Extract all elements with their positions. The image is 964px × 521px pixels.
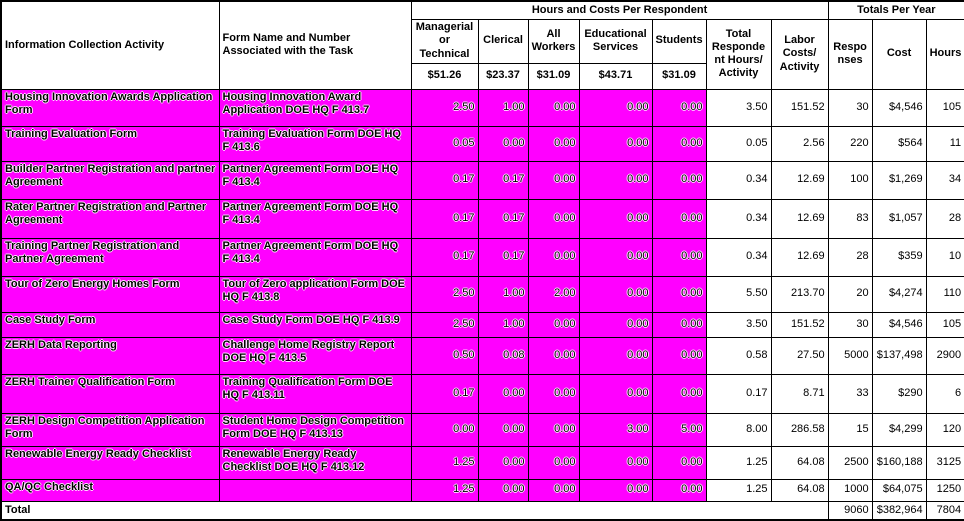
students-hours-cell: 0.00 [652,161,706,199]
total-respondent-hours-cell: 5.50 [706,276,771,312]
labor-cost-cell: 64.08 [771,446,828,479]
students-hours-cell: 0.00 [652,374,706,413]
cost-cell: $137,498 [872,337,926,374]
students-hours-cell: 0.00 [652,238,706,276]
table-body [1,89,964,501]
responses-cell: 83 [828,199,872,238]
clerical-hours-cell: 1.00 [478,312,528,337]
cost-cell: $1,269 [872,161,926,199]
educational-hours-cell: 0.00 [579,126,652,161]
col-header-activity: Information Collection Activity [1,1,219,89]
total-respondent-hours-cell: 0.17 [706,374,771,413]
rate-managerial: $51.26 [411,63,478,89]
total-label: Total [1,501,828,520]
col-header-responses: Responses [828,19,872,89]
educational-hours-cell: 0.00 [579,479,652,501]
col-header-managerial: Managerial or Technical [411,19,478,63]
responses-cell: 15 [828,413,872,446]
year-hours-cell: 105 [926,312,964,337]
labor-cost-cell: 12.69 [771,238,828,276]
labor-cost-cell: 286.58 [771,413,828,446]
activity-cell: Training Partner Registration and Partner Agreement [1,238,219,276]
cost-cell: $359 [872,238,926,276]
clerical-hours-cell: 0.00 [478,126,528,161]
rate-clerical: $23.37 [478,63,528,89]
total-hours: 7804 [926,501,964,520]
labor-cost-cell: 2.56 [771,126,828,161]
all-workers-hours-cell: 2.00 [528,276,579,312]
form-cell: Training Evaluation Form DOE HQ F 413.6 [219,126,411,161]
responses-cell: 28 [828,238,872,276]
col-header-form: Form Name and Number Associated with the Task [219,1,411,89]
responses-cell: 5000 [828,337,872,374]
clerical-hours-cell: 0.00 [478,374,528,413]
year-hours-cell: 6 [926,374,964,413]
table-row [1,312,964,337]
table-row [1,89,964,126]
responses-cell: 30 [828,312,872,337]
form-cell [219,479,411,501]
total-respondent-hours-cell: 0.34 [706,199,771,238]
form-cell: Housing Innovation Award Application DOE HQ F 413.7 [219,89,411,126]
activity-cell: Training Evaluation Form [1,126,219,161]
managerial-hours-cell: 0.17 [411,161,478,199]
managerial-hours-cell: 2.50 [411,89,478,126]
table-header [1,1,964,89]
educational-hours-cell: 0.00 [579,374,652,413]
students-hours-cell: 0.00 [652,479,706,501]
form-cell: Partner Agreement Form DOE HQ F 413.4 [219,238,411,276]
year-hours-cell: 2900 [926,337,964,374]
col-header-labor-costs: Labor Costs/ Activity [771,19,828,89]
managerial-hours-cell: 0.05 [411,126,478,161]
students-hours-cell: 5.00 [652,413,706,446]
activity-cell: Builder Partner Registration and partner Agreement [1,161,219,199]
form-cell: Training Qualification Form DOE HQ F 413.11 [219,374,411,413]
form-cell: Case Study Form DOE HQ F 413.9 [219,312,411,337]
managerial-hours-cell: 1.25 [411,479,478,501]
activity-cell: ZERH Data Reporting [1,337,219,374]
responses-cell: 20 [828,276,872,312]
labor-cost-cell: 151.52 [771,312,828,337]
rate-educational-services: $43.71 [579,63,652,89]
cost-cell: $64,075 [872,479,926,501]
all-workers-hours-cell: 0.00 [528,479,579,501]
students-hours-cell: 0.00 [652,126,706,161]
year-hours-cell: 1250 [926,479,964,501]
activity-cell: Tour of Zero Energy Homes Form [1,276,219,312]
educational-hours-cell: 0.00 [579,276,652,312]
table-row [1,337,964,374]
rate-all-workers: $31.09 [528,63,579,89]
all-workers-hours-cell: 0.00 [528,413,579,446]
clerical-hours-cell: 0.08 [478,337,528,374]
educational-hours-cell: 0.00 [579,312,652,337]
col-header-hours: Hours [926,19,964,89]
students-hours-cell: 0.00 [652,89,706,126]
labor-cost-cell: 12.69 [771,199,828,238]
activity-cell: ZERH Trainer Qualification Form [1,374,219,413]
labor-cost-cell: 64.08 [771,479,828,501]
activity-cell: Rater Partner Registration and Partner Agreement [1,199,219,238]
table-row [1,126,964,161]
clerical-hours-cell: 1.00 [478,276,528,312]
total-respondent-hours-cell: 0.34 [706,238,771,276]
total-responses: 9060 [828,501,872,520]
col-header-total-respondent-hours: Total Respondent Hours/ Activity [706,19,771,89]
educational-hours-cell: 3.00 [579,413,652,446]
labor-cost-cell: 8.71 [771,374,828,413]
clerical-hours-cell: 1.00 [478,89,528,126]
labor-cost-cell: 12.69 [771,161,828,199]
year-hours-cell: 110 [926,276,964,312]
labor-cost-cell: 213.70 [771,276,828,312]
total-row [1,501,964,520]
clerical-hours-cell: 0.17 [478,161,528,199]
students-hours-cell: 0.00 [652,446,706,479]
all-workers-hours-cell: 0.00 [528,126,579,161]
table-footer [1,501,964,520]
labor-cost-cell: 27.50 [771,337,828,374]
year-hours-cell: 10 [926,238,964,276]
cost-cell: $4,546 [872,89,926,126]
all-workers-hours-cell: 0.00 [528,161,579,199]
rate-students: $31.09 [652,63,706,89]
cost-cell: $564 [872,126,926,161]
cost-cell: $290 [872,374,926,413]
managerial-hours-cell: 2.50 [411,276,478,312]
total-respondent-hours-cell: 0.34 [706,161,771,199]
table-row [1,479,964,501]
total-respondent-hours-cell: 1.25 [706,446,771,479]
students-hours-cell: 0.00 [652,337,706,374]
form-cell: Partner Agreement Form DOE HQ F 413.4 [219,199,411,238]
cost-cell: $4,274 [872,276,926,312]
total-respondent-hours-cell: 0.05 [706,126,771,161]
table-row [1,374,964,413]
form-cell: Renewable Energy Ready Checklist DOE HQ F 413.12 [219,446,411,479]
educational-hours-cell: 0.00 [579,238,652,276]
cost-cell: $4,546 [872,312,926,337]
col-header-all-workers: All Workers [528,19,579,63]
activity-cell: Case Study Form [1,312,219,337]
table-row [1,446,964,479]
year-hours-cell: 34 [926,161,964,199]
all-workers-hours-cell: 0.00 [528,374,579,413]
responses-cell: 1000 [828,479,872,501]
form-cell: Tour of Zero application Form DOE HQ F 413.8 [219,276,411,312]
students-hours-cell: 0.00 [652,276,706,312]
clerical-hours-cell: 0.00 [478,479,528,501]
activity-cell: Housing Innovation Awards Application Form [1,89,219,126]
all-workers-hours-cell: 0.00 [528,337,579,374]
form-cell: Student Home Design Competition Form DOE HQ F 413.13 [219,413,411,446]
group-header-hours-costs: Hours and Costs Per Respondent [411,1,828,19]
col-header-cost: Cost [872,19,926,89]
year-hours-cell: 105 [926,89,964,126]
students-hours-cell: 0.00 [652,312,706,337]
activity-cell: QA/QC Checklist [1,479,219,501]
total-respondent-hours-cell: 0.58 [706,337,771,374]
cost-cell: $1,057 [872,199,926,238]
educational-hours-cell: 0.00 [579,161,652,199]
total-respondent-hours-cell: 1.25 [706,479,771,501]
managerial-hours-cell: 0.17 [411,238,478,276]
responses-cell: 2500 [828,446,872,479]
activity-cell: ZERH Design Competition Application Form [1,413,219,446]
header-group-row [1,1,964,19]
all-workers-hours-cell: 0.00 [528,199,579,238]
total-respondent-hours-cell: 3.50 [706,312,771,337]
table-row [1,276,964,312]
responses-cell: 33 [828,374,872,413]
form-cell: Challenge Home Registry Report DOE HQ F 413.5 [219,337,411,374]
managerial-hours-cell: 0.00 [411,413,478,446]
managerial-hours-cell: 2.50 [411,312,478,337]
managerial-hours-cell: 0.17 [411,199,478,238]
educational-hours-cell: 0.00 [579,446,652,479]
total-respondent-hours-cell: 3.50 [706,89,771,126]
all-workers-hours-cell: 0.00 [528,238,579,276]
cost-cell: $4,299 [872,413,926,446]
activity-cell: Renewable Energy Ready Checklist [1,446,219,479]
all-workers-hours-cell: 0.00 [528,312,579,337]
clerical-hours-cell: 0.17 [478,238,528,276]
table-row [1,413,964,446]
form-cell: Partner Agreement Form DOE HQ F 413.4 [219,161,411,199]
year-hours-cell: 120 [926,413,964,446]
students-hours-cell: 0.00 [652,199,706,238]
responses-cell: 30 [828,89,872,126]
all-workers-hours-cell: 0.00 [528,446,579,479]
col-header-clerical: Clerical [478,19,528,63]
total-cost: $382,964 [872,501,926,520]
managerial-hours-cell: 1.25 [411,446,478,479]
managerial-hours-cell: 0.50 [411,337,478,374]
total-respondent-hours-cell: 8.00 [706,413,771,446]
cost-cell: $160,188 [872,446,926,479]
year-hours-cell: 28 [926,199,964,238]
educational-hours-cell: 0.00 [579,199,652,238]
labor-cost-cell: 151.52 [771,89,828,126]
clerical-hours-cell: 0.00 [478,413,528,446]
clerical-hours-cell: 0.17 [478,199,528,238]
group-header-totals-per-year: Totals Per Year [828,1,964,19]
year-hours-cell: 3125 [926,446,964,479]
responses-cell: 220 [828,126,872,161]
table-row [1,199,964,238]
table-row [1,238,964,276]
educational-hours-cell: 0.00 [579,337,652,374]
all-workers-hours-cell: 0.00 [528,89,579,126]
year-hours-cell: 11 [926,126,964,161]
managerial-hours-cell: 0.17 [411,374,478,413]
table-row [1,161,964,199]
col-header-educational-services: Educational Services [579,19,652,63]
educational-hours-cell: 0.00 [579,89,652,126]
responses-cell: 100 [828,161,872,199]
clerical-hours-cell: 0.00 [478,446,528,479]
col-header-students: Students [652,19,706,63]
